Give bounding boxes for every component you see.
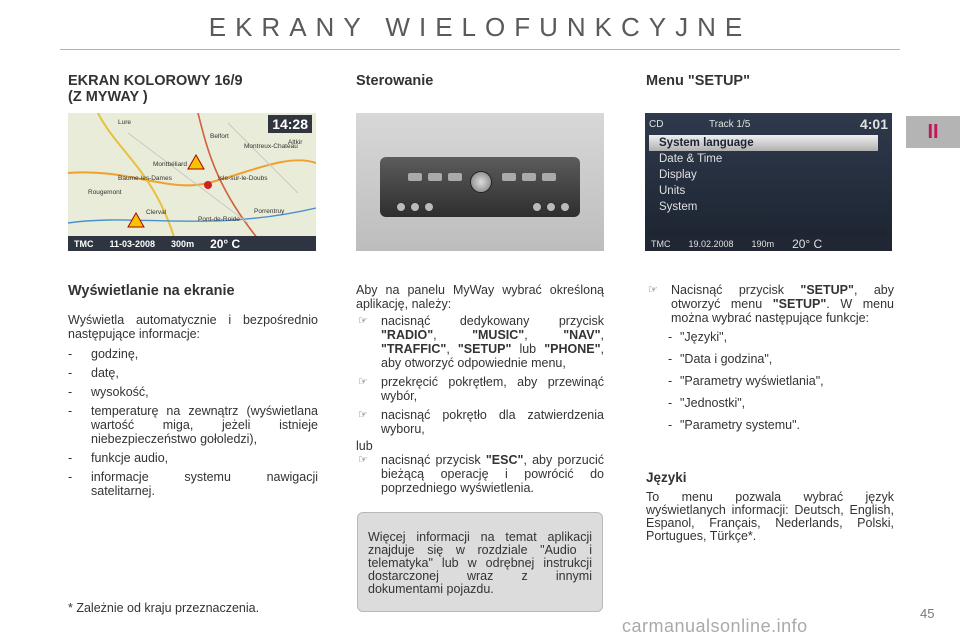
languages-section (646, 470, 894, 543)
list-item (356, 408, 604, 436)
setup-altitude: 190m (751, 238, 775, 249)
nav-keyword: "NAV" (563, 328, 601, 342)
display-heading: Wyświetlanie na ekranie (68, 283, 235, 299)
step-text: , aby porzucić bieżącą operację i powrócić do poprzedniego wyświetlenia. (381, 453, 604, 495)
setup-status-bar (645, 236, 892, 251)
map-screen-image (68, 113, 316, 251)
step-text: lub (511, 342, 545, 356)
step-text: przekręcić pokrętłem, aby przewinąć wybór, (381, 375, 604, 403)
source-label: CD (649, 118, 664, 130)
display-section (68, 283, 318, 503)
map-city-label: Lure (118, 119, 132, 126)
list-item (356, 453, 604, 495)
list-item: - informacje systemu nawigacji satelitarnej. (68, 470, 318, 498)
console-button (522, 173, 536, 181)
or-text: lub (356, 439, 373, 453)
round-button (410, 202, 420, 212)
col1-heading (68, 73, 318, 105)
controls-intro: Aby na panelu MyWay wybrać określoną aplikację, należy: (356, 283, 604, 311)
setup-menu-heading: Menu "SETUP" (646, 73, 750, 89)
setup-menu-item[interactable]: Date & Time (659, 153, 723, 165)
info-box: Więcej informacji na temat aplikacji znajduje się w rozdziale "Audio i telematyka" lub w odrębnej instrukcji dostarczonej wraz z innymi dokumentami pojazdu. (357, 512, 603, 612)
col2-heading (356, 73, 604, 89)
setup-temperature: 20° C (792, 236, 823, 251)
list-item: - "Jednostki", (668, 396, 894, 410)
console-button (428, 173, 442, 181)
display-info-list (68, 347, 318, 498)
console-button (502, 173, 516, 181)
setup-section (646, 283, 894, 440)
list-item (356, 314, 604, 370)
track-label: Track 1/5 (709, 118, 751, 130)
heading-line-2: (Z MYWAY ) (68, 89, 148, 105)
round-button (396, 202, 406, 212)
music-keyword: "MUSIC" (472, 328, 525, 342)
step-text: , (524, 328, 564, 342)
step-text: nacisnąć dedykowany przycisk (381, 314, 604, 328)
step-text: , (446, 342, 458, 356)
list-item: - datę, (68, 366, 318, 380)
map-status-bar (68, 236, 316, 251)
arrow-icon: ☞ (358, 376, 368, 388)
step-text: , (600, 328, 604, 342)
controls-section (356, 283, 604, 500)
setup-header (649, 117, 888, 131)
controls-steps (356, 314, 604, 436)
round-button (546, 202, 556, 212)
esc-keyword: "ESC" (485, 453, 524, 467)
arrow-icon: ☞ (358, 409, 368, 421)
setup-menu-item[interactable]: System language (649, 135, 878, 151)
chapter-tab[interactable]: II (906, 116, 960, 148)
round-button (424, 202, 434, 212)
footnote: * Zależnie od kraju przeznaczenia. (68, 601, 260, 615)
list-item: - "Parametry wyświetlania", (668, 374, 894, 388)
controls-steps-alt (356, 453, 604, 495)
list-item: - "Data i godzina", (668, 352, 894, 366)
map-city-label: Clerval (146, 209, 167, 216)
setup-keyword: "SETUP" (800, 283, 854, 297)
setup-menu-item[interactable]: Units (659, 185, 686, 197)
map-temperature: 20° C (210, 236, 241, 251)
setup-clock: 4:01 (859, 116, 888, 132)
tmc-label: TMC (74, 238, 94, 249)
list-item: - wysokość, (68, 385, 318, 399)
step-text: Nacisnąć przycisk (671, 283, 801, 297)
setup-keyword: "SETUP" (772, 297, 827, 311)
tmc-label: TMC (651, 238, 671, 249)
heading-line-1: EKRAN KOLOROWY 16/9 (68, 73, 243, 89)
setup-screen-image (645, 113, 892, 251)
setup-menu-item[interactable]: System (659, 201, 698, 213)
console-button (448, 173, 462, 181)
phone-keyword: "PHONE" (544, 342, 601, 356)
map-roads (68, 113, 316, 251)
display-intro: Wyświetla automatycznie i bezpośrednio następujące informacje: (68, 313, 318, 341)
list-item (646, 283, 894, 325)
round-button (560, 202, 570, 212)
list-item: - funkcje audio, (68, 451, 318, 465)
map-altitude: 300m (171, 238, 195, 249)
map-city-label: Pont-de-Roide (198, 216, 240, 223)
map-city-label: Isle-sur-le-Doubs (218, 175, 268, 182)
map-city-label: Belfort (210, 133, 229, 140)
setup-keyword: "SETUP" (457, 342, 512, 356)
step-text: , (433, 328, 473, 342)
controls-heading: Sterowanie (356, 73, 434, 89)
map-city-label: Altkir (288, 139, 303, 146)
console-button (408, 173, 422, 181)
step-text: , aby otworzyć menu (671, 283, 894, 311)
page-number: 45 (920, 606, 935, 621)
step-text: nacisnąć przycisk (381, 453, 486, 467)
page-title: EKRANY WIELOFUNKCYJNE (208, 12, 752, 42)
languages-heading: Języki (646, 470, 687, 485)
title-divider (60, 49, 900, 50)
list-item: - "Języki", (668, 330, 894, 344)
rotary-knob-icon (470, 171, 492, 193)
map-clock: 14:28 (268, 115, 312, 133)
list-item: - godzinę, (68, 347, 318, 361)
map-date: 11-03-2008 (109, 238, 156, 249)
round-button (532, 202, 542, 212)
map-city-label: Montbéliard (153, 161, 187, 168)
watermark: carmanualsonline.info (622, 616, 808, 636)
arrow-icon: ☞ (358, 454, 368, 466)
map-city-label: Rougemont (88, 189, 122, 196)
step-text: nacisnąć pokrętło dla zatwierdzenia wyboru, (381, 408, 604, 436)
list-item (356, 375, 604, 403)
col3-heading (646, 73, 894, 89)
arrow-icon: ☞ (648, 284, 658, 296)
map-city-label: Baume-les-Dames (118, 175, 172, 182)
control-panel-image (356, 113, 604, 251)
setup-menu-list (649, 135, 878, 215)
map-city-label: Porrentruy (254, 208, 285, 215)
color-screen-heading (68, 73, 318, 105)
arrow-icon: ☞ (358, 315, 368, 327)
setup-menu-item[interactable]: Display (659, 169, 697, 181)
list-item: - "Parametry systemu". (668, 418, 894, 432)
traffic-keyword: "TRAFFIC" (381, 342, 447, 356)
languages-text: To menu pozwala wybrać język wyświetlanych informacji: Deutsch, English, Espanol, Français, Nederlands, Polski, Portugues, Türkçe*. (646, 490, 894, 543)
map-city-label: Montreux-Chateau (244, 143, 298, 150)
step-text: , aby otworzyć odpowiednie menu, (381, 342, 604, 370)
setup-steps (646, 283, 894, 325)
console-button (542, 173, 556, 181)
list-item: - temperaturę na zewnątrz (wyświetlana wartość miga, jeżeli istnieje niebezpieczeństwo gołoledzi), (68, 404, 318, 446)
setup-functions-list (646, 330, 894, 432)
step-text: . W menu można wybrać następujące funkcje: (671, 297, 894, 325)
setup-date: 19.02.2008 (688, 238, 734, 249)
radio-keyword: "RADIO" (381, 328, 434, 342)
